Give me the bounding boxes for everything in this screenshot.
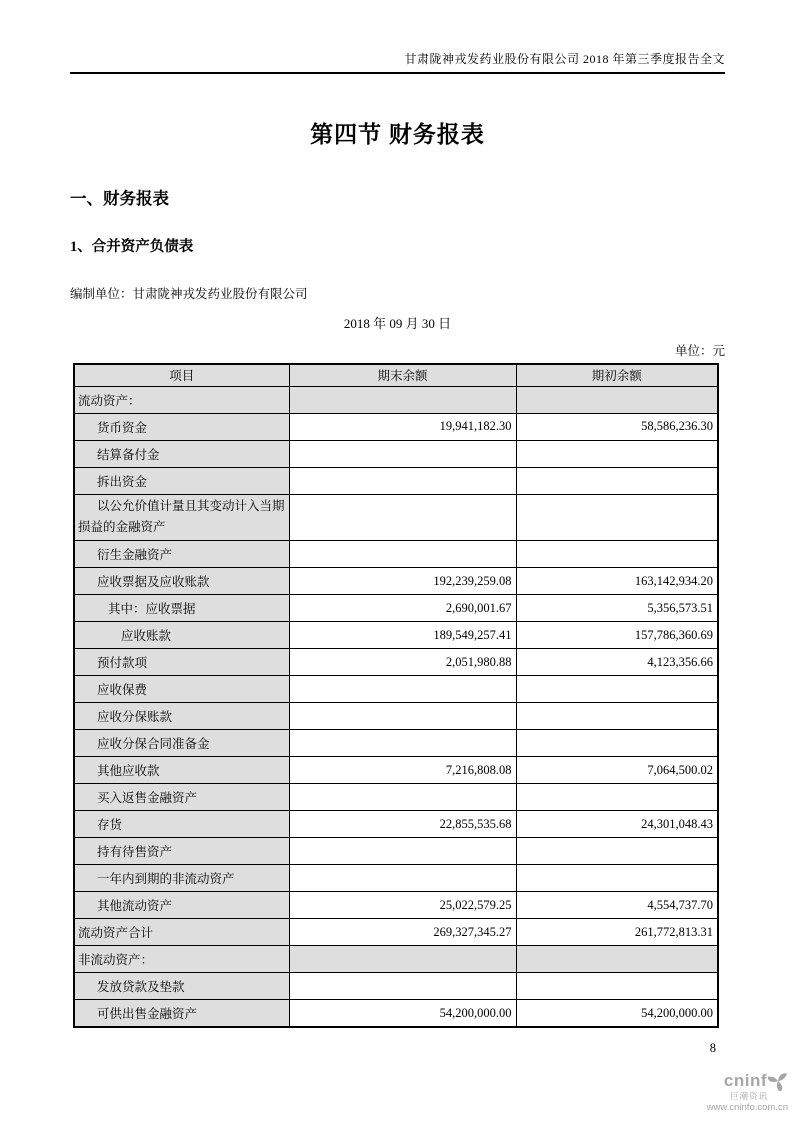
table-row	[74, 467, 718, 494]
ending-balance-cell: 54,200,000.00	[289, 1000, 516, 1027]
beginning-balance-cell	[516, 865, 718, 892]
cninfo-logo-url: www.cninfo.com.cn	[706, 1102, 788, 1114]
column-header-ending-balance: 期末余额	[289, 364, 516, 386]
item-cell: 应收分保账款	[74, 703, 289, 730]
item-cell: 应收票据及应收账款	[74, 568, 289, 595]
item-cell: 持有待售资产	[74, 838, 289, 865]
item-cell: 发放贷款及垫款	[74, 973, 289, 1000]
table-row	[74, 568, 718, 595]
item-cell: 其中：应收票据	[74, 595, 289, 622]
table-row	[74, 622, 718, 649]
beginning-balance-cell: 4,123,356.66	[516, 649, 718, 676]
ending-balance-cell	[289, 703, 516, 730]
cninfo-swirl-icon	[768, 1071, 788, 1091]
table-row	[74, 865, 718, 892]
beginning-balance-cell	[516, 730, 718, 757]
item-cell: 非流动资产：	[74, 946, 289, 973]
item-cell: 拆出资金	[74, 467, 289, 494]
beginning-balance-cell: 4,554,737.70	[516, 892, 718, 919]
ending-balance-cell	[289, 973, 516, 1000]
cninfo-logo-chinese: 巨潮资讯	[729, 1091, 768, 1102]
ending-balance-cell: 22,855,535.68	[289, 811, 516, 838]
ending-balance-cell: 19,941,182.30	[289, 413, 516, 440]
column-header-beginning-balance: 期初余额	[516, 364, 718, 386]
table-row	[74, 1000, 718, 1027]
table-row	[74, 838, 718, 865]
section-heading: 一、财务报表	[70, 189, 169, 208]
item-cell: 货币资金	[74, 413, 289, 440]
table-row	[74, 676, 718, 703]
item-cell: 存货	[74, 811, 289, 838]
ending-balance-cell	[289, 494, 516, 541]
beginning-balance-cell	[516, 946, 718, 973]
section-row	[74, 386, 718, 413]
beginning-balance-cell	[516, 676, 718, 703]
ending-balance-cell: 189,549,257.41	[289, 622, 516, 649]
prepared-by-line: 编制单位：甘肃陇神戎发药业股份有限公司	[70, 287, 308, 301]
beginning-balance-cell	[516, 973, 718, 1000]
item-cell: 以公允价值计量且其变动计入当期损益的金融资产	[74, 494, 289, 541]
ending-balance-cell	[289, 541, 516, 568]
table-row	[74, 541, 718, 568]
table-row	[74, 730, 718, 757]
item-cell: 其他应收款	[74, 757, 289, 784]
ending-balance-cell	[289, 467, 516, 494]
item-cell: 应收账款	[74, 622, 289, 649]
column-header-item: 项目	[74, 364, 289, 386]
beginning-balance-cell	[516, 440, 718, 467]
beginning-balance-cell	[516, 494, 718, 541]
item-cell: 一年内到期的非流动资产	[74, 865, 289, 892]
subsection-heading: 1、合并资产负债表	[70, 239, 194, 255]
table-row	[74, 757, 718, 784]
balance-sheet-table	[73, 363, 719, 1028]
table-row	[74, 892, 718, 919]
beginning-balance-cell	[516, 784, 718, 811]
beginning-balance-cell: 163,142,934.20	[516, 568, 718, 595]
ending-balance-cell: 7,216,808.08	[289, 757, 516, 784]
ending-balance-cell	[289, 676, 516, 703]
table-row	[74, 784, 718, 811]
beginning-balance-cell: 261,772,813.31	[516, 919, 718, 946]
ending-balance-cell	[289, 838, 516, 865]
item-cell: 衍生金融资产	[74, 541, 289, 568]
table-row	[74, 595, 718, 622]
beginning-balance-cell: 54,200,000.00	[516, 1000, 718, 1027]
ending-balance-cell: 269,327,345.27	[289, 919, 516, 946]
running-header-text: 甘肃陇神戎发药业股份有限公司 2018 年第三季度报告全文	[404, 52, 725, 66]
beginning-balance-cell	[516, 467, 718, 494]
item-cell: 应收分保合同准备金	[74, 730, 289, 757]
section-row	[74, 946, 718, 973]
ending-balance-cell	[289, 440, 516, 467]
cninfo-logo-text: cninf	[723, 1071, 767, 1091]
beginning-balance-cell: 58,586,236.30	[516, 413, 718, 440]
table-row	[74, 494, 718, 541]
unit-label: 单位：元	[674, 344, 725, 358]
item-cell: 应收保费	[74, 676, 289, 703]
table-row	[74, 811, 718, 838]
table-row	[74, 649, 718, 676]
ending-balance-cell	[289, 386, 516, 413]
table-row	[74, 703, 718, 730]
ending-balance-cell	[289, 730, 516, 757]
ending-balance-cell: 2,690,001.67	[289, 595, 516, 622]
ending-balance-cell	[289, 865, 516, 892]
item-cell: 流动资产合计	[74, 919, 289, 946]
running-header	[70, 0, 725, 74]
item-cell: 其他流动资产	[74, 892, 289, 919]
beginning-balance-cell	[516, 703, 718, 730]
table-row	[74, 919, 718, 946]
table-header-row	[74, 364, 718, 386]
item-cell: 结算备付金	[74, 440, 289, 467]
beginning-balance-cell: 7,064,500.02	[516, 757, 718, 784]
beginning-balance-cell	[516, 386, 718, 413]
balance-sheet-body	[74, 386, 718, 1027]
item-cell: 流动资产：	[74, 386, 289, 413]
ending-balance-cell: 25,022,579.25	[289, 892, 516, 919]
ending-balance-cell: 2,051,980.88	[289, 649, 516, 676]
beginning-balance-cell: 157,786,360.69	[516, 622, 718, 649]
item-cell: 买入返售金融资产	[74, 784, 289, 811]
ending-balance-cell: 192,239,259.08	[289, 568, 516, 595]
report-date: 2018 年 09 月 30 日	[343, 316, 452, 331]
beginning-balance-cell	[516, 838, 718, 865]
ending-balance-cell	[289, 946, 516, 973]
beginning-balance-cell: 24,301,048.43	[516, 811, 718, 838]
ending-balance-cell	[289, 784, 516, 811]
cninfo-logo	[707, 1071, 788, 1113]
cninfo-logo-row	[707, 1071, 788, 1091]
beginning-balance-cell	[516, 541, 718, 568]
table-row	[74, 413, 718, 440]
item-cell: 可供出售金融资产	[74, 1000, 289, 1027]
table-row	[74, 440, 718, 467]
item-cell: 预付款项	[74, 649, 289, 676]
page-number: 8	[709, 1041, 716, 1055]
page-title: 第四节 财务报表	[310, 122, 485, 147]
table-row	[74, 973, 718, 1000]
beginning-balance-cell: 5,356,573.51	[516, 595, 718, 622]
